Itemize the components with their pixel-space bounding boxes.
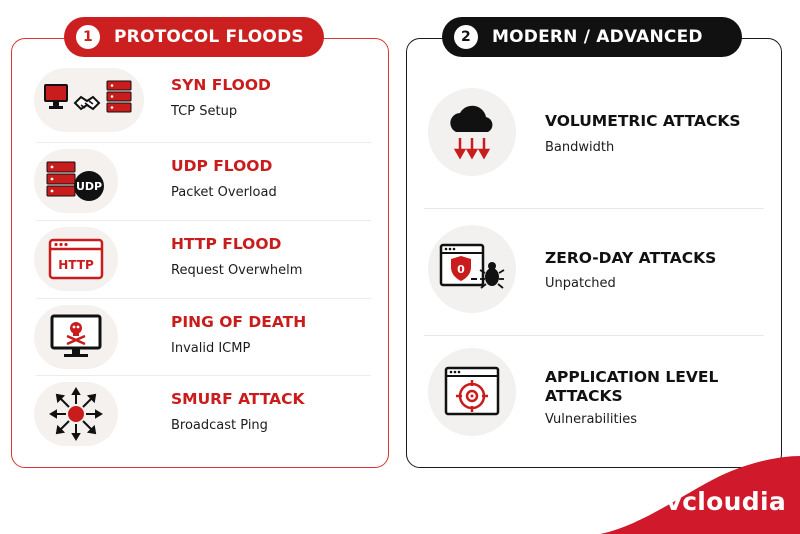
list-item-zero-day-attacks xyxy=(424,225,764,325)
divider xyxy=(424,335,764,336)
section-number: 2 xyxy=(454,25,478,49)
radiating-arrows-icon xyxy=(34,382,118,446)
item-subtitle: Vulnerabilities xyxy=(545,412,637,427)
item-subtitle: Request Overwhelm xyxy=(171,263,303,278)
svg-text:HTTP: HTTP xyxy=(58,258,94,272)
modern-advanced-header xyxy=(442,17,742,57)
item-title: SYN FLOOD xyxy=(171,76,271,94)
item-title: SMURF ATTACK xyxy=(171,390,305,408)
svg-text:0: 0 xyxy=(457,263,465,276)
item-title: PING OF DEATH xyxy=(171,313,307,331)
item-subtitle: Invalid ICMP xyxy=(171,341,251,356)
list-item-http-flood xyxy=(30,221,370,299)
shield-bug-icon xyxy=(428,225,516,313)
http-browser-icon xyxy=(34,227,118,291)
divider xyxy=(424,208,764,209)
item-title: HTTP FLOOD xyxy=(171,235,282,253)
target-browser-icon xyxy=(428,348,516,436)
item-subtitle: Packet Overload xyxy=(171,185,277,200)
list-item-syn-flood xyxy=(30,62,370,140)
item-title-line-1: APPLICATION LEVEL xyxy=(545,368,719,386)
handshake-server-icon xyxy=(34,68,144,132)
section-number: 1 xyxy=(76,25,100,49)
item-title xyxy=(545,368,718,406)
list-item-ping-of-death xyxy=(30,299,370,377)
protocol-floods-header xyxy=(64,17,324,57)
list-item-application-level-attacks xyxy=(424,348,764,448)
item-title: UDP FLOOD xyxy=(171,157,273,175)
item-title: ZERO-DAY ATTACKS xyxy=(545,249,717,267)
item-subtitle: Broadcast Ping xyxy=(171,418,268,433)
item-subtitle: Bandwidth xyxy=(545,140,615,155)
section-title: MODERN / ADVANCED xyxy=(492,27,703,47)
item-subtitle: TCP Setup xyxy=(171,104,238,119)
skull-monitor-icon xyxy=(34,305,118,369)
list-item-volumetric-attacks xyxy=(424,88,764,188)
item-subtitle: Unpatched xyxy=(545,276,616,291)
item-title: VOLUMETRIC ATTACKS xyxy=(545,112,741,130)
list-item-udp-flood xyxy=(30,143,370,221)
brand-corner xyxy=(600,456,800,534)
brand-logo: vcloudia xyxy=(665,487,786,516)
item-title-line-2: ATTACKS xyxy=(545,387,623,405)
svg-text:UDP: UDP xyxy=(75,180,103,193)
list-item-smurf-attack xyxy=(30,376,370,454)
cloud-download-icon xyxy=(428,88,516,176)
section-title: PROTOCOL FLOODS xyxy=(114,27,304,47)
udp-server-icon xyxy=(34,149,118,213)
